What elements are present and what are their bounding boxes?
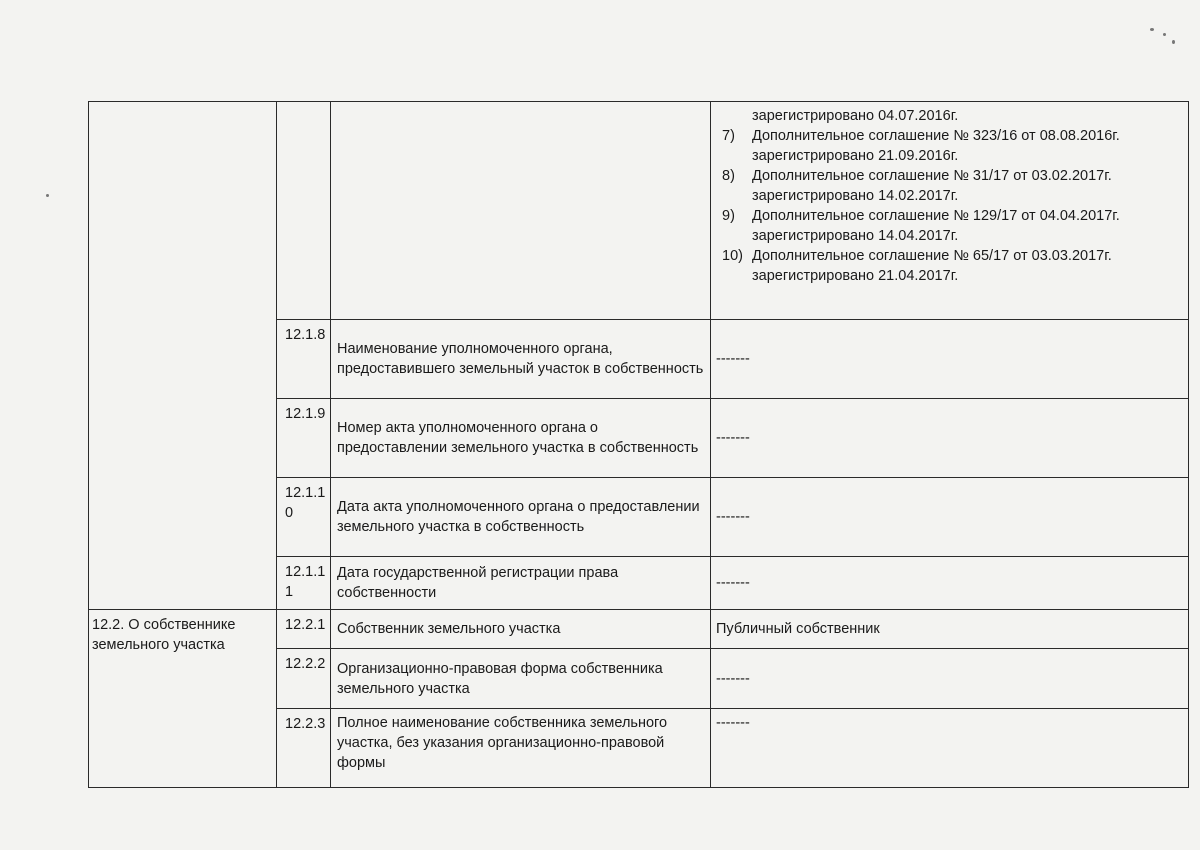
row-code-line: 12.1.1: [285, 485, 326, 501]
row-value-text: Публичный собственник: [716, 621, 880, 637]
row-value: [711, 557, 1189, 610]
row-code-line: 12.2.1: [285, 617, 326, 633]
row-code: [277, 478, 331, 557]
row-label: Наименование уполномоченного органа, предоставившего земельный участок в собственность: [331, 320, 711, 399]
row-code-line: 0: [285, 505, 294, 521]
table-row: [89, 102, 1189, 320]
row-code-line: 12.1.9: [285, 406, 326, 422]
amendment-number: 9): [722, 208, 735, 224]
row-value: [711, 649, 1189, 709]
amendment-number: 7): [722, 128, 735, 144]
amendment-line1: Дополнительное соглашение № 129/17 от 04.04.2017г.: [752, 208, 1120, 224]
scan-speck: [46, 194, 49, 197]
row-label: Дата государственной регистрации права собственности: [331, 557, 711, 610]
row-value-text: -------: [716, 351, 750, 367]
row-value-text: -------: [716, 670, 750, 687]
row-code-line: 12.1.1: [285, 564, 326, 580]
row-value: [711, 399, 1189, 478]
row-code: [277, 399, 331, 478]
row-label: Номер акта уполномоченного органа о предоставлении земельного участка в собственность: [331, 399, 711, 478]
amendment-line1: Дополнительное соглашение № 323/16 от 08.08.2016г.: [752, 128, 1120, 144]
label-cell-empty: [331, 102, 711, 320]
row-code-line: 12.1.8: [285, 327, 326, 343]
row-code: [277, 649, 331, 709]
row-value-text: -------: [716, 715, 750, 731]
row-label: Дата акта уполномоченного органа о предоставлении земельного участка в собственность: [331, 478, 711, 557]
row-code-line: 12.2.2: [285, 656, 326, 672]
amendment-number: 10): [722, 248, 743, 264]
amendment-line2: зарегистрировано 14.02.2017г.: [752, 188, 959, 204]
section-12-2-cell: [89, 610, 277, 788]
row-value: [711, 320, 1189, 399]
table-row: [89, 610, 1189, 649]
list-item: [716, 106, 1183, 126]
list-item: [716, 126, 1183, 166]
row-value: [711, 709, 1189, 788]
row-label: Полное наименование собственника земельного участка, без указания организационно-правовой формы: [331, 709, 711, 788]
scan-speck: [1172, 40, 1175, 44]
amendment-line1: Дополнительное соглашение № 31/17 от 03.02.2017г.: [752, 168, 1112, 184]
amendment-line1: Дополнительное соглашение № 65/17 от 03.03.2017г.: [752, 248, 1112, 264]
amendment-number: 8): [722, 168, 735, 184]
row-value-text: -------: [716, 509, 750, 525]
amendments-cell: [711, 102, 1189, 320]
row-code-line: 1: [285, 584, 294, 600]
section-cell-empty: [89, 102, 277, 610]
row-code: [277, 320, 331, 399]
amendment-line2: зарегистрировано 14.04.2017г.: [752, 228, 959, 244]
section-title-line2: земельного участка: [92, 637, 225, 653]
row-code: [277, 709, 331, 788]
row-code: [277, 557, 331, 610]
row-label: Организационно-правовая форма собственника земельного участка: [331, 649, 711, 709]
section-title-line1: 12.2. О собственнике: [92, 617, 236, 633]
row-label: Собственник земельного участка: [331, 610, 711, 649]
list-item: [716, 166, 1183, 206]
row-value: [711, 610, 1189, 649]
amendments-list: [716, 102, 1183, 292]
row-code: [277, 610, 331, 649]
amendment-line2: зарегистрировано 21.09.2016г.: [752, 148, 959, 164]
amendment-continuation: зарегистрировано 04.07.2016г.: [752, 108, 959, 124]
code-cell-empty: [277, 102, 331, 320]
amendment-text: [752, 126, 1183, 166]
row-code-line: 12.2.3: [285, 716, 326, 732]
row-value-text: -------: [716, 575, 750, 591]
row-value-text: -------: [716, 430, 750, 446]
amendment-text: [752, 166, 1183, 206]
list-item: [716, 206, 1183, 246]
amendment-text: [752, 206, 1183, 246]
amendment-line2: зарегистрировано 21.04.2017г.: [752, 268, 959, 284]
list-item: [716, 246, 1183, 286]
scan-speck: [1163, 33, 1166, 36]
amendment-text: [752, 246, 1183, 286]
land-plot-info-table: [88, 101, 1189, 788]
scan-speck: [1150, 28, 1154, 31]
row-value: [711, 478, 1189, 557]
